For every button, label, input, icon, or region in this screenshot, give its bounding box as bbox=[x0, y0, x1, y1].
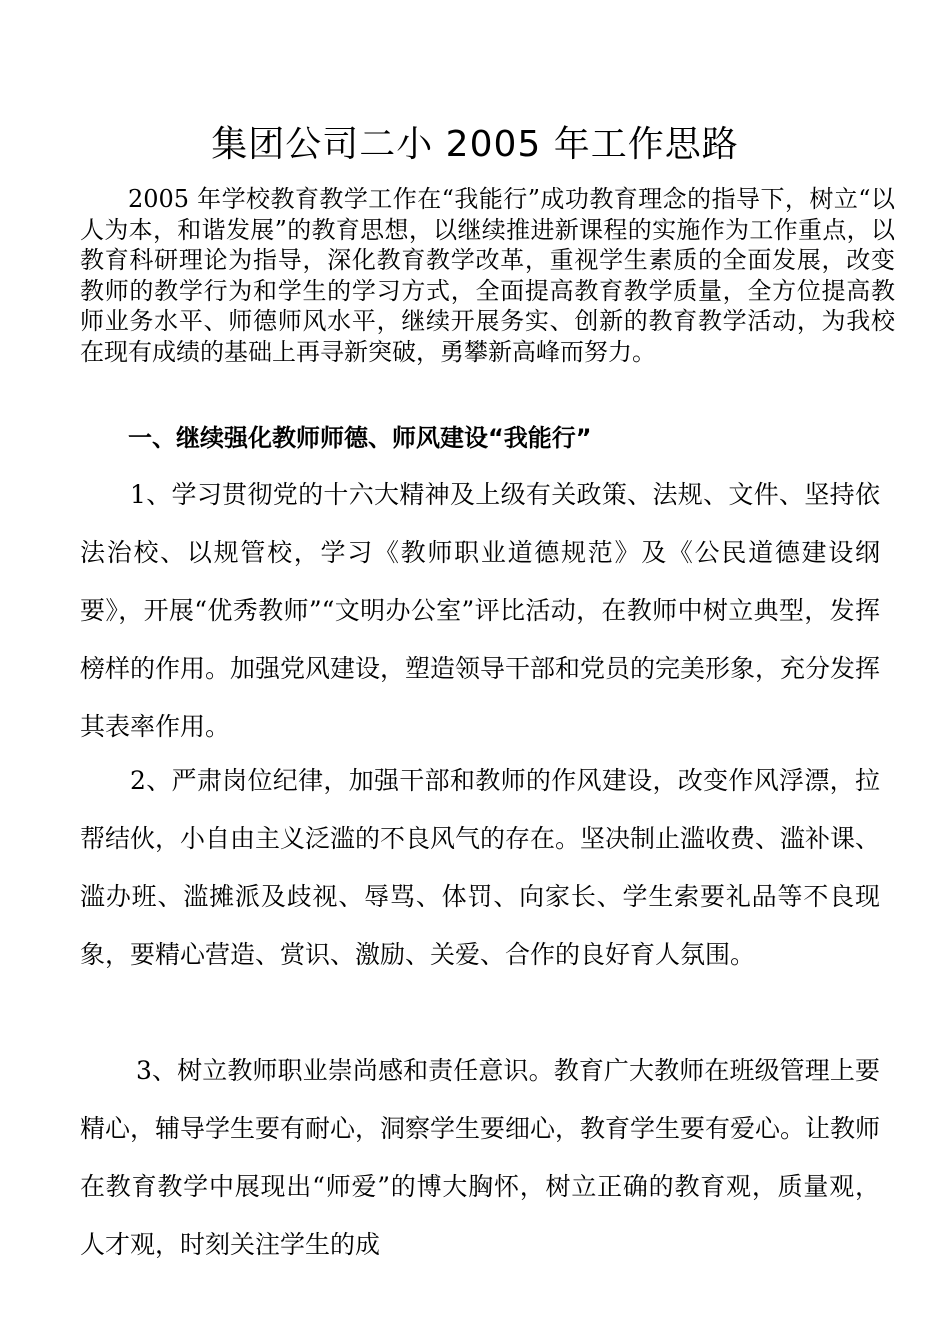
body-paragraph-1: 1、学习贯彻党的十六大精神及上级有关政策、法规、文件、坚持依法治校、以规管校，学习《教师职业道德规范》及《公民道德建设纲要》，开展“优秀教师”“文明办公室”评比活动，在教师中树立典型，发挥榜样的作用。加强党风建设，塑造领导干部和党员的完美形象，充分发挥其表率作用。 bbox=[80, 480, 881, 741]
section-heading: 一、继续强化教师师德、师风建设“我能行” bbox=[128, 424, 592, 452]
intro-paragraph: 2005 年学校教育教学工作在“我能行”成功教育理念的指导下，树立“以人为本，和谐发展”的教育思想，以继续推进新课程的实施作为工作重点，以教育科研理论为指导，深化教育教学改革，重视学生素质的全面发展，改变教师的教学行为和学生的学习方式，全面提高教育教学质量，全方位提高教师业务水平、师德师风水平，继续开展务实、创新的教育教学活动，为我校在现有成绩的基础上再寻新突破，勇攀新高峰而努力。 bbox=[80, 185, 895, 366]
body-paragraph-3: 3、树立教师职业崇尚感和责任意识。教育广大教师在班级管理上要精心，辅导学生要有耐心，洞察学生要细心，教育学生要有爱心。让教师在教育教学中展现出“师爱”的博大胸怀，树立正确的教育观，质量观，人才观，时刻关注学生的成 bbox=[80, 1056, 881, 1259]
body-paragraph-2: 2、严肃岗位纪律，加强干部和教师的作风建设，改变作风浮漂，拉帮结伙，小自由主义泛滥的不良风气的存在。坚决制止滥收费、滥补课、滥办班、滥摊派及歧视、辱骂、体罚、向家长、学生索要礼品等不良现象，要精心营造、赏识、激励、关爱、合作的良好育人氛围。 bbox=[80, 766, 881, 969]
page-title: 集团公司二小 2005 年工作思路 bbox=[211, 124, 739, 165]
